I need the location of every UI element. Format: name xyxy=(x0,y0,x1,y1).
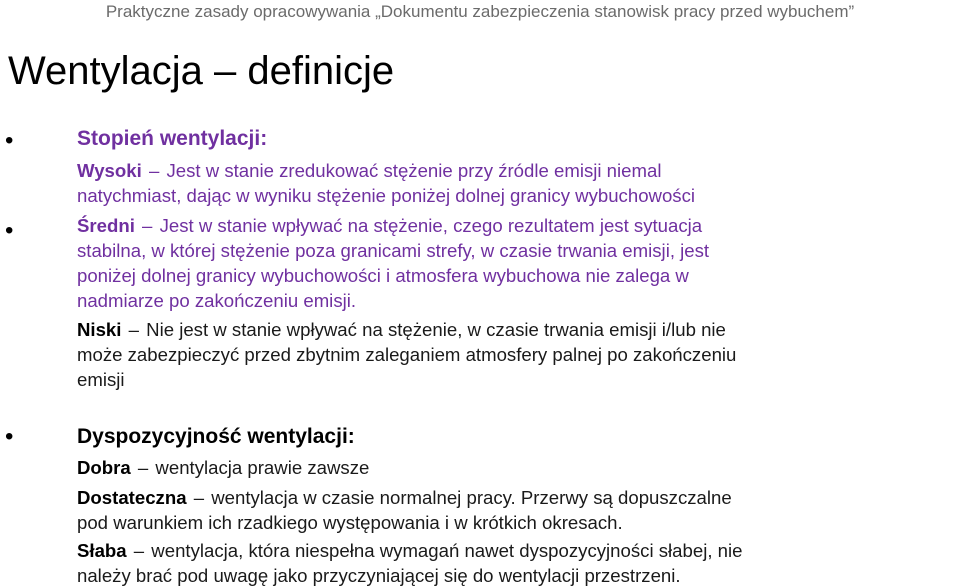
page-title: Wentylacja – definicje xyxy=(8,49,395,93)
item-text-line: wentylacja prawie zawsze xyxy=(155,457,370,478)
header-text: Praktyczne zasady opracowywania „Dokumentu zabezpieczenia stanowisk pracy przed wybuchem” xyxy=(105,2,855,21)
item-term: Wysoki xyxy=(77,160,142,181)
item-dash: – xyxy=(137,457,149,478)
item-text-line: Jest w stanie wpływać na stężenie, czego rezultatem jest sytuacja xyxy=(159,215,703,236)
item-text-line: wentylacja w czasie normalnej pracy. Przerwy są dopuszczalne xyxy=(211,487,732,508)
item-text-line: może zabezpieczyć przed zbytnim zaleganiem atmosfery palnej po zakończeniu xyxy=(77,344,737,365)
item-dash: – xyxy=(142,215,153,236)
item-term: Średni xyxy=(77,215,135,236)
item-weak xyxy=(77,538,957,588)
item-text-line: poniżej dolnej granicy wybuchowości i atmosfera wybuchowa nie zalega w xyxy=(77,265,689,286)
item-text-line: emisji xyxy=(77,369,125,390)
item-term: Dostateczna xyxy=(77,487,187,508)
item-term: Słaba xyxy=(77,540,127,561)
item-dash: – xyxy=(193,487,205,508)
item-text-line: pod warunkiem ich rzadkiego występowania i w krótkich okresach. xyxy=(77,512,623,533)
header-bar xyxy=(0,0,960,24)
item-text-line: wentylacja, która niespełna wymagań nawet dyspozycyjności słabej, nie xyxy=(151,540,743,561)
item-high xyxy=(77,158,957,208)
item-text-line: należy brać pod uwagę jako przyczyniającej się do wentylacji przestrzeni. xyxy=(77,565,681,586)
item-term: Dobra xyxy=(77,457,131,478)
item-sufficient xyxy=(77,485,957,535)
item-dash: – xyxy=(148,160,160,181)
bullet-icon: • xyxy=(5,127,14,154)
section-heading-ventilation-degree: Stopień wentylacji: xyxy=(77,127,268,150)
item-term: Niski xyxy=(77,319,122,340)
item-text-line: natychmiast, dając w wyniku stężenie poniżej dolnej granicy wybuchowości xyxy=(77,185,696,206)
section-heading-ventilation-availability: Dyspozycyjność wentylacji: xyxy=(77,425,355,448)
item-dash: – xyxy=(128,319,139,340)
item-text-line: Nie jest w stanie wpływać na stężenie, w czasie trwania emisji i/lub nie xyxy=(146,319,726,340)
item-text-line: stabilna, w której stężenie poza granicami strefy, w czasie trwania emisji, jest xyxy=(77,240,710,261)
item-medium xyxy=(77,213,957,313)
bullet-icon: • xyxy=(5,217,14,244)
bullet-icon: • xyxy=(5,423,14,450)
item-dash: – xyxy=(133,540,145,561)
item-low xyxy=(77,317,957,392)
item-text-line: nadmiarze po zakończeniu emisji. xyxy=(77,290,357,311)
item-text-line: Jest w stanie zredukować stężenie przy źródle emisji niemal xyxy=(166,160,662,181)
item-good xyxy=(77,455,957,480)
